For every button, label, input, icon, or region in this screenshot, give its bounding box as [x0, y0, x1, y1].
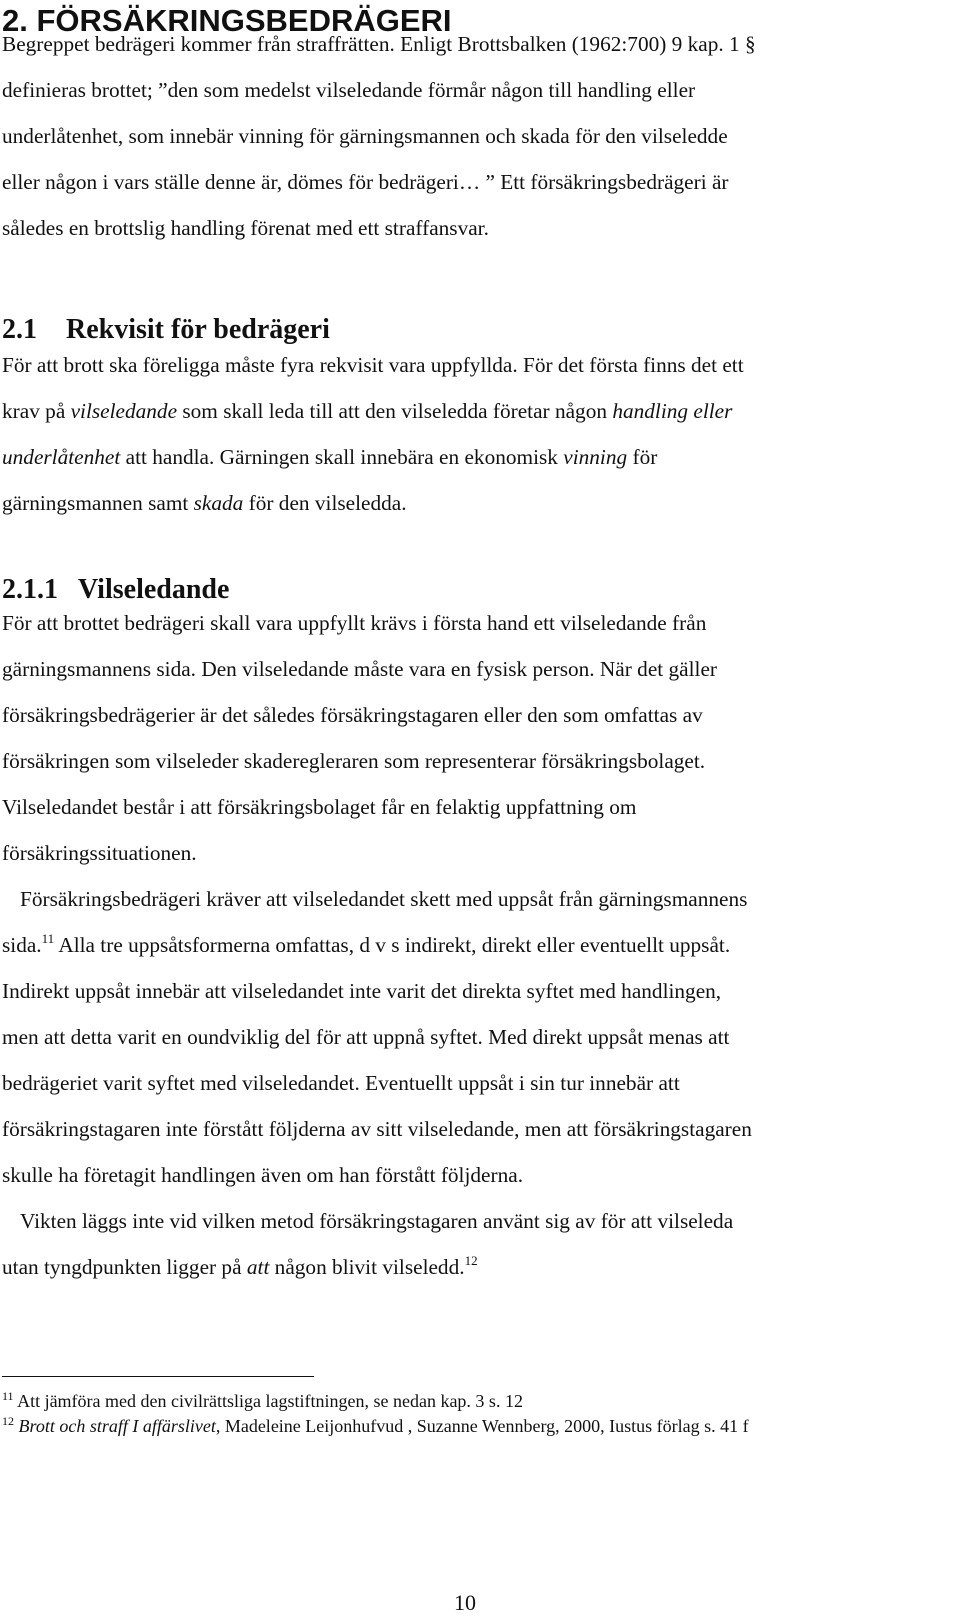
- text-run: krav på: [2, 399, 71, 423]
- paragraph-line: För att brott ska föreligga måste fyra rekvisit vara uppfyllda. För det första finns det ett: [2, 353, 744, 377]
- footnote-book-title: Brott och straff I affärslivet: [18, 1416, 216, 1436]
- paragraph-line: Vikten läggs inte vid vilken metod försäkringstagaren använt sig av för att vilseleda: [20, 1209, 734, 1233]
- text-run: som skall leda till att den vilseledda företar någon: [177, 399, 613, 423]
- page-number: 10: [454, 1590, 476, 1615]
- paragraph-line: Försäkringsbedrägeri kräver att vilseledandet skett med uppsåt från gärningsmannens: [20, 887, 748, 911]
- emphasis-att: att: [246, 1255, 270, 1279]
- paragraph-line: försäkringen som vilseleder skaderegleraren som representerar försäkringsbolaget.: [2, 749, 706, 773]
- paragraph-line: definieras brottet; ”den som medelst vilseledande förmår någon till handling eller: [2, 78, 696, 102]
- paragraph-line: [2, 434, 932, 480]
- paragraph-line: skulle ha företagit handlingen även om han förstått följderna.: [2, 1163, 524, 1187]
- section-number: 2.1: [2, 314, 37, 345]
- paragraph-line: men att detta varit en oundviklig del för att uppnå syftet. Med direkt uppsåt menas att: [2, 1025, 730, 1049]
- section-title: Rekvisit för bedrägeri: [66, 314, 330, 345]
- paragraph-line: underlåtenhet, som innebär vinning för gärningsmannen och skada för den vilseledde: [2, 124, 728, 148]
- paragraph-line: [2, 922, 932, 968]
- section-number: 2.1.1: [2, 574, 58, 605]
- text-run: för den vilseledda.: [243, 491, 407, 515]
- footnote-number: 12: [2, 1414, 14, 1428]
- paragraph-line: Begreppet bedrägeri kommer från straffrätten. Enligt Brottsbalken (1962:700) 9 kap. 1 §: [2, 32, 756, 56]
- section-heading-2: 2. FÖRSÄKRINGSBEDRÄGERI: [2, 3, 452, 38]
- footnote-reference[interactable]: 11: [41, 931, 55, 946]
- footnote-text: Att jämföra med den civilrättsliga lagstiftningen, se nedan kap. 3 s. 12: [13, 1391, 523, 1411]
- paragraph-line: således en brottslig handling förenat med ett straffansvar.: [2, 216, 489, 240]
- footnote-reference[interactable]: 12: [464, 1253, 478, 1268]
- paragraph-line: [2, 480, 932, 526]
- paragraph-line: [2, 1244, 932, 1290]
- footnote-text: , Madeleine Leijonhufvud , Suzanne Wennberg, 2000, Iustus förlag s. 41 f: [215, 1416, 749, 1436]
- text-run: Alla tre uppsåtsformerna omfattas, d v s indirekt, direkt eller eventuellt uppsåt.: [54, 933, 731, 957]
- paragraph-line: försäkringstagaren inte förstått följderna av sitt vilseledande, men att försäkringstagaren: [2, 1117, 752, 1141]
- paragraph-line: För att brottet bedrägeri skall vara uppfyllt krävs i första hand ett vilseledande från: [2, 611, 707, 635]
- paragraph-line: gärningsmannens sida. Den vilseledande måste vara en fysisk person. När det gäller: [2, 657, 717, 681]
- footnote-11: [2, 1390, 523, 1412]
- section-title: Vilseledande: [78, 574, 230, 605]
- text-run: för: [627, 445, 658, 469]
- paragraph-line: försäkringsbedrägerier är det således försäkringstagaren eller den som omfattas av: [2, 703, 703, 727]
- paragraph-line: eller någon i vars ställe denne är, dömes för bedrägeri… ” Ett försäkringsbedrägeri är: [2, 170, 729, 194]
- footnote-divider: [2, 1376, 314, 1377]
- section-2-paragraph: [2, 21, 932, 251]
- paragraph-line: [2, 388, 932, 434]
- text-run: sida.: [2, 933, 42, 957]
- paragraph-line: Indirekt uppsåt innebär att vilseledandet inte varit det direkta syftet med handlingen,: [2, 979, 722, 1003]
- section-2-1-1-paragraph: [2, 600, 932, 1290]
- emphasis-vinning: vinning: [563, 445, 628, 469]
- emphasis-skada: skada: [193, 491, 244, 515]
- emphasis-underlatenhet: underlåtenhet: [2, 445, 121, 469]
- paragraph-line: bedrägeriet varit syftet med vilseledandet. Eventuellt uppsåt i sin tur innebär att: [2, 1071, 680, 1095]
- text-run: att handla. Gärningen skall innebära en ekonomisk: [120, 445, 564, 469]
- emphasis-vilseledande: vilseledande: [70, 399, 178, 423]
- text-run: utan tyngdpunkten ligger på: [2, 1255, 247, 1279]
- paragraph-line: Vilseledandet består i att försäkringsbolaget får en felaktig uppfattning om: [2, 795, 637, 819]
- text-run: någon blivit vilseledd.: [269, 1255, 465, 1279]
- text-run: gärningsmannen samt: [2, 491, 194, 515]
- footnote-number: 11: [2, 1389, 14, 1403]
- paragraph-line: försäkringssituationen.: [2, 841, 197, 865]
- emphasis-handling: handling eller: [612, 399, 733, 423]
- footnote-12: [2, 1415, 749, 1437]
- section-2-1-paragraph: [2, 342, 932, 526]
